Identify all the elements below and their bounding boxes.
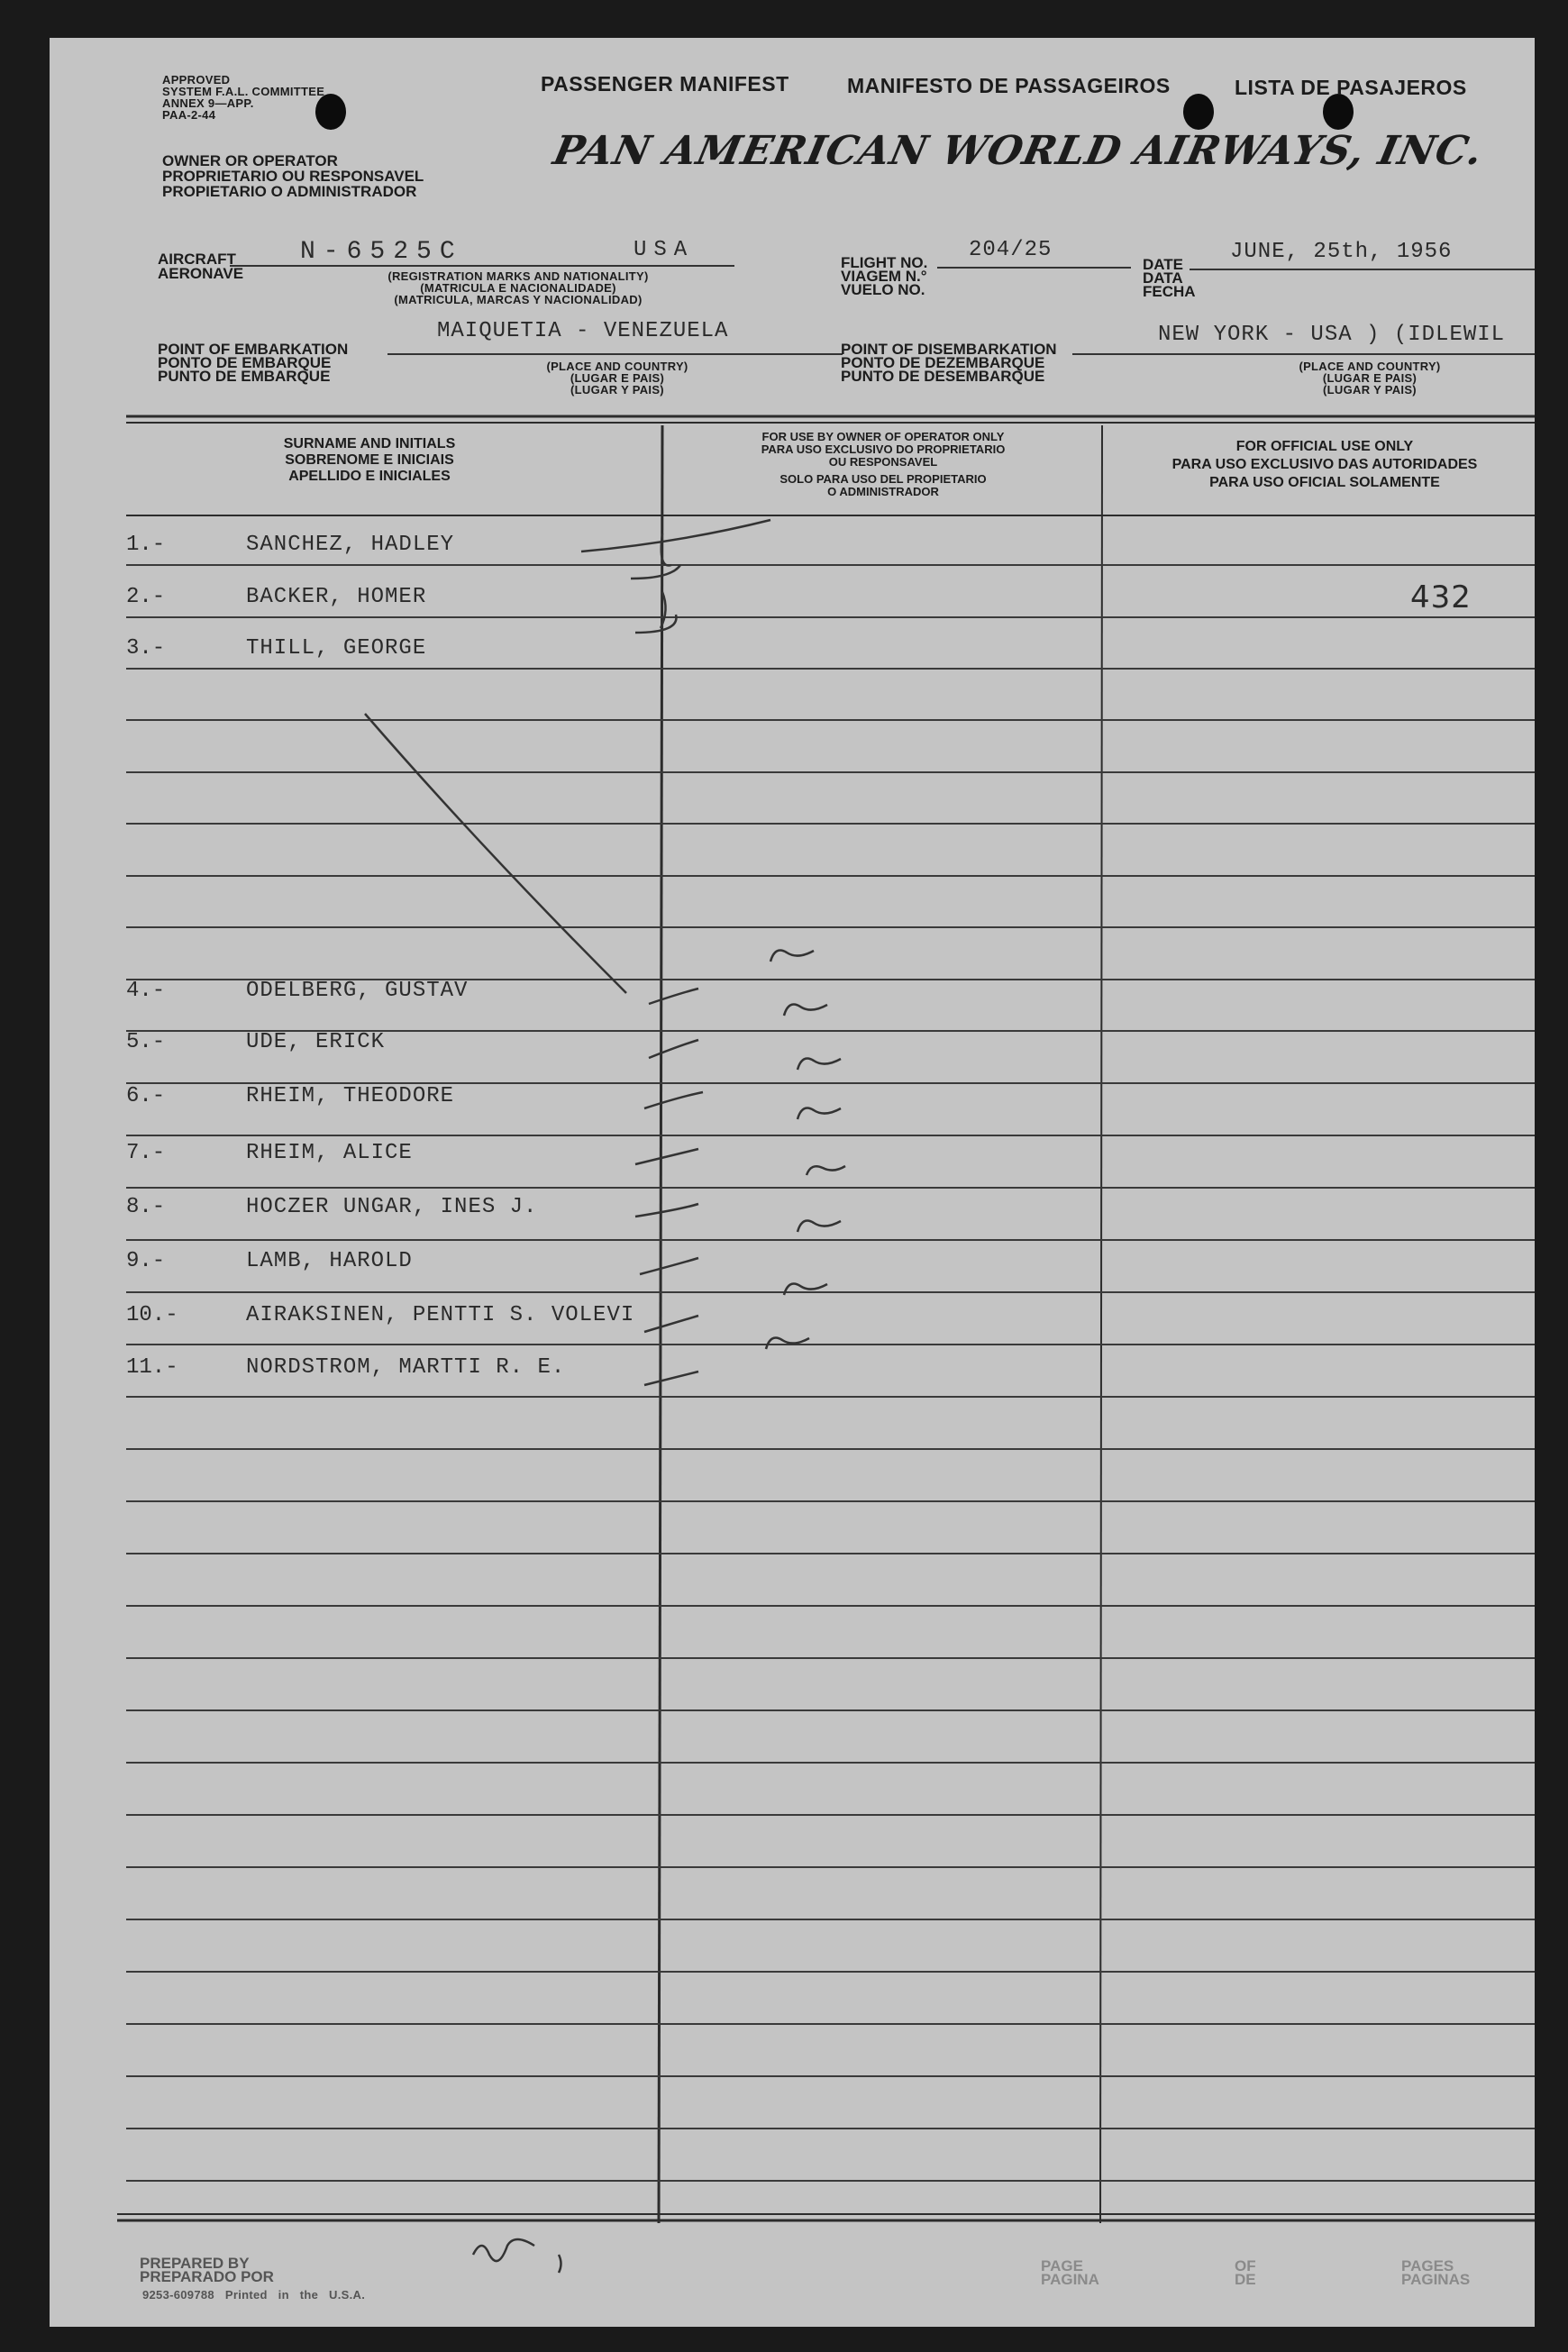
approval-line: SYSTEM F.A.L. COMMITTEE (162, 85, 325, 98)
passenger-row (50, 1299, 1535, 1336)
page-label-en: PAGE (1041, 2257, 1083, 2275)
owner-label-pt: PROPRIETARIO OU RESPONSAVEL (162, 168, 424, 185)
sublabel: (LUGAR Y PAIS) (1323, 383, 1417, 397)
flight-number: 204/25 (969, 238, 1053, 262)
passenger-name: RHEIM, ALICE (246, 1141, 413, 1165)
column-header-line: PARA USO EXCLUSIVO DAS AUTORIDADES (1171, 457, 1478, 472)
passenger-number: 6.- (126, 1084, 166, 1108)
flight-label-pt: VIAGEM N.° (841, 268, 927, 285)
disembarkation-label-pt: PONTO DE DEZEMBARQUE (841, 354, 1045, 371)
passenger-name: SANCHEZ, HADLEY (246, 533, 455, 557)
pages-label-pt: PAGINAS (1401, 2271, 1471, 2288)
column-header-line: APELLIDO E INICIALES (288, 469, 451, 484)
embarkation-label-en: POINT OF EMBARKATION (158, 341, 349, 358)
passenger-name: LAMB, HAROLD (246, 1249, 413, 1273)
disembarkation-label-en: POINT OF DISEMBARKATION (841, 341, 1057, 358)
prepared-by-label (140, 2256, 274, 2284)
title-en: PASSENGER MANIFEST (541, 72, 789, 96)
column-header-line: FOR USE BY OWNER OF OPERATOR ONLY (761, 430, 1005, 443)
column-header-line: O ADMINISTRADOR (827, 485, 939, 498)
date-label-es: FECHA (1143, 283, 1196, 300)
passenger-name: RHEIM, THEODORE (246, 1084, 455, 1108)
column-header-line: SOBRENOME E INICIAIS (285, 452, 454, 468)
passenger-row (50, 1352, 1535, 1388)
title-es: LISTA DE PASAJEROS (1235, 76, 1467, 99)
official-use-value: 432 (1410, 579, 1472, 615)
sublabel: (LUGAR E PAIS) (1322, 371, 1418, 385)
passenger-row (50, 529, 1535, 565)
sublabel: (MATRICULA E NACIONALIDADE) (420, 281, 616, 295)
aircraft-label-pt: AERONAVE (158, 265, 244, 282)
passenger-number: 2.- (126, 585, 166, 609)
form-number: 9253-609788 (142, 2288, 214, 2302)
aircraft-label-en: AIRCRAFT (158, 251, 236, 268)
sublabel: (PLACE AND COUNTRY) (1299, 360, 1441, 373)
column-header-line: OU RESPONSAVEL (828, 455, 938, 469)
pages-label-en: PAGES (1401, 2257, 1454, 2275)
passenger-number: 9.- (126, 1249, 166, 1273)
page-label (1041, 2259, 1099, 2286)
column-header-line: SURNAME AND INITIALS (283, 436, 456, 451)
passenger-name: HOCZER UNGAR, INES J. (246, 1195, 538, 1219)
passenger-row (50, 1026, 1535, 1062)
column-header-line: PARA USO OFICIAL SOLAMENTE (1209, 475, 1440, 490)
passenger-number: 11.- (126, 1355, 178, 1380)
manifest-sheet (50, 38, 1535, 2327)
aircraft-nationality: USA (634, 238, 695, 262)
page-label-pt: PAGINA (1041, 2271, 1099, 2288)
passenger-name: AIRAKSINEN, PENTTI S. VOLEVI (246, 1303, 635, 1327)
column-header-line: FOR OFFICIAL USE ONLY (1235, 439, 1414, 454)
printed-in: Printed in the U.S.A. (224, 2288, 366, 2302)
date-label-pt: DATA (1143, 269, 1183, 287)
passenger-name: NORDSTROM, MARTTI R. E. (246, 1355, 566, 1380)
passenger-row (50, 581, 1535, 617)
date-label-en: DATE (1143, 256, 1184, 273)
sublabel: (PLACE AND COUNTRY) (546, 360, 688, 373)
sublabel: (MATRICULA, MARCAS Y NACIONALIDAD) (394, 293, 643, 306)
passenger-row (50, 633, 1535, 669)
passenger-row (50, 975, 1535, 1011)
passenger-number: 1.- (126, 533, 166, 557)
embarkation-label-es: PUNTO DE EMBARQUE (158, 368, 331, 385)
owner-label-en: OWNER OR OPERATOR (162, 152, 338, 169)
sublabel: (LUGAR Y PAIS) (570, 383, 664, 397)
table-grid (50, 38, 1535, 2327)
disembarkation-label-es: PUNTO DE DESEMBARQUE (841, 368, 1045, 385)
column-header-line: SOLO PARA USO DEL PROPIETARIO (779, 472, 987, 486)
company-name: PAN AMERICAN WORLD AIRWAYS, INC. (549, 128, 1488, 174)
passenger-number: 8.- (126, 1195, 166, 1219)
title-pt: MANIFESTO DE PASSAGEIROS (847, 74, 1171, 97)
passenger-row (50, 1245, 1535, 1281)
embarkation-label-pt: PONTO DE EMBARQUE (158, 354, 332, 371)
passenger-number: 10.- (126, 1303, 178, 1327)
passenger-number: 3.- (126, 636, 166, 661)
aircraft-registration: N-6525C (300, 238, 463, 266)
passenger-name: ODELBERG, GUSTAV (246, 979, 469, 1003)
sublabel: (LUGAR E PAIS) (570, 371, 665, 385)
passenger-number: 7.- (126, 1141, 166, 1165)
passenger-row (50, 1191, 1535, 1227)
embarkation-place: MAIQUETIA - VENEZUELA (437, 319, 729, 343)
of-label-en: OF (1235, 2257, 1256, 2275)
passenger-name: THILL, GEORGE (246, 636, 427, 661)
passenger-name: UDE, ERICK (246, 1030, 386, 1054)
approval-line: PAA-2-44 (162, 108, 216, 122)
of-label-pt: DE (1235, 2271, 1256, 2288)
passenger-number: 4.- (126, 979, 166, 1003)
flight-date: JUNE, 25th, 1956 (1230, 240, 1453, 264)
column-header-owner (680, 431, 1086, 498)
passenger-row (50, 1080, 1535, 1117)
disembarkation-place: NEW YORK - USA ) (IDLEWIL (1158, 323, 1506, 347)
column-header-official (1113, 438, 1535, 492)
flight-label-en: FLIGHT NO. (841, 254, 928, 271)
form-number-line (142, 2289, 365, 2301)
column-header-name (198, 436, 541, 485)
approval-line: APPROVED (162, 73, 231, 87)
sublabel: (REGISTRATION MARKS AND NATIONALITY) (387, 269, 649, 283)
flight-label-es: VUELO NO. (841, 281, 925, 298)
column-header-line: PARA USO EXCLUSIVO DO PROPRIETARIO (761, 442, 1006, 456)
pages-label (1401, 2259, 1470, 2286)
of-label (1235, 2259, 1256, 2286)
passenger-name: BACKER, HOMER (246, 585, 427, 609)
passenger-number: 5.- (126, 1030, 166, 1054)
approval-line: ANNEX 9—APP. (162, 96, 254, 110)
prepared-by-en: PREPARED BY (140, 2255, 250, 2272)
owner-label-es: PROPIETARIO O ADMINISTRADOR (162, 183, 417, 200)
passenger-row (50, 1137, 1535, 1173)
prepared-by-pt: PREPARADO POR (140, 2268, 274, 2285)
